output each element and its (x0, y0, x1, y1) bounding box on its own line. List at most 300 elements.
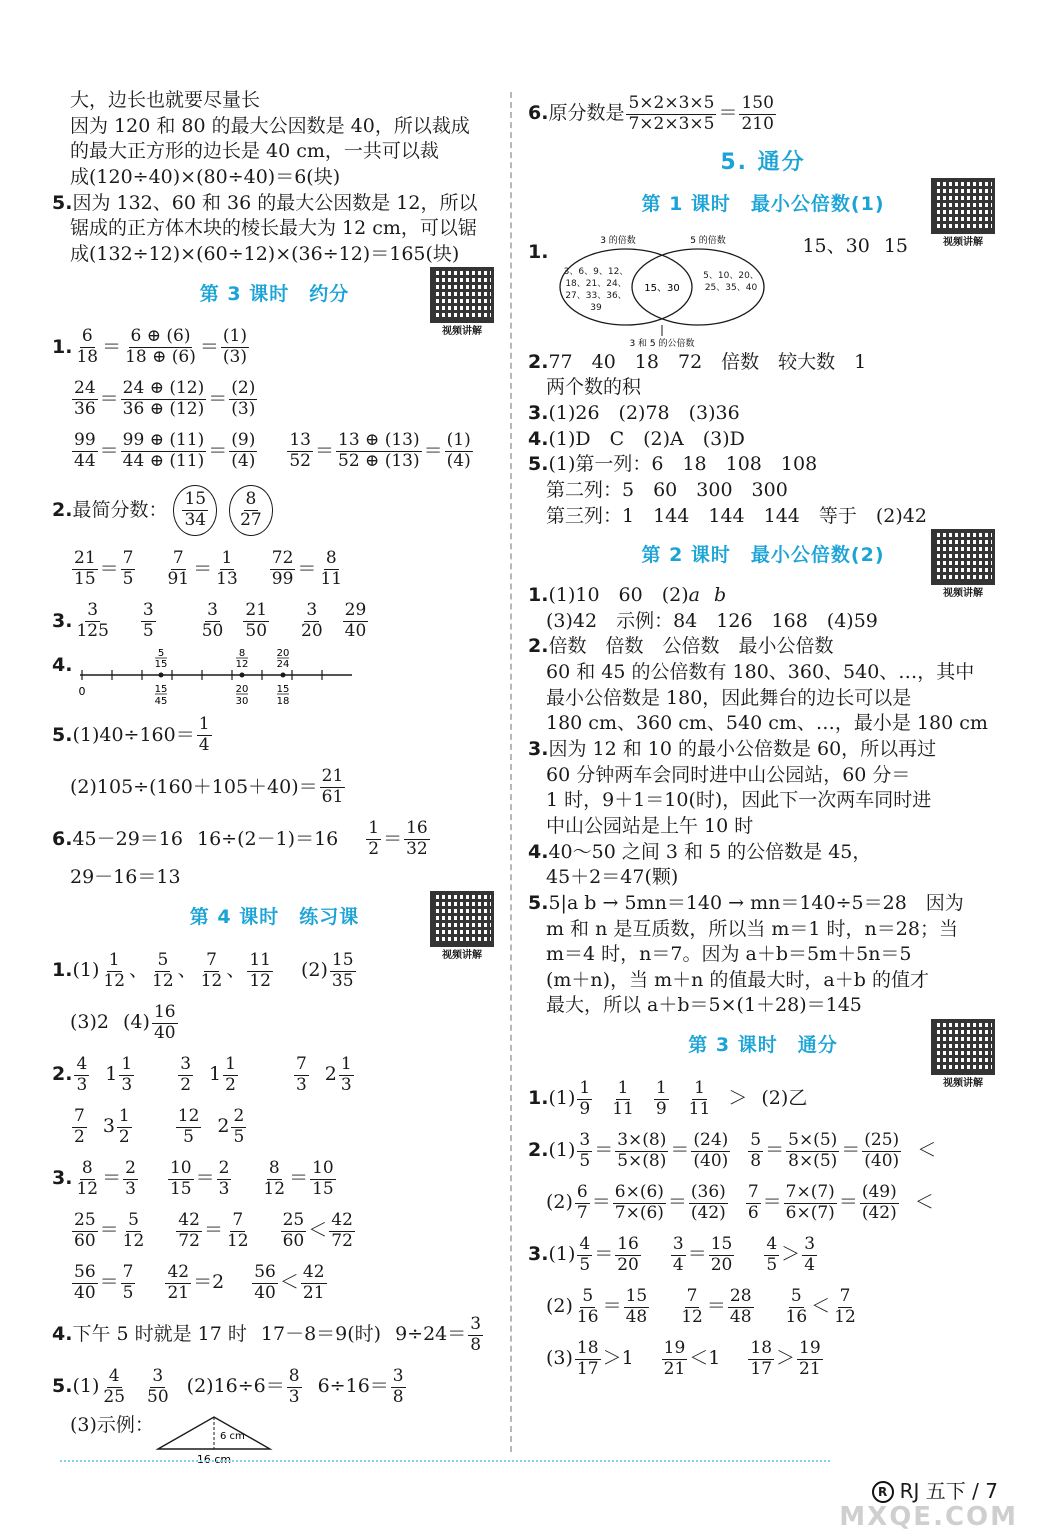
question-number: 3. (528, 738, 549, 761)
numerator: 3 (87, 600, 99, 621)
point-marker (281, 673, 286, 678)
answer-row (528, 1333, 998, 1385)
fraction (391, 1367, 406, 1407)
tick-label: 8 (239, 648, 246, 660)
numerator: 3×(8) (617, 1130, 667, 1151)
fraction (687, 1079, 713, 1119)
answer-text: 倍数 倍数 公倍数 最小公倍数 (548, 635, 834, 658)
numerator: 21 (245, 600, 268, 621)
fraction (145, 1367, 171, 1407)
denominator: (3) (222, 346, 247, 367)
answer-row (52, 1361, 497, 1413)
answer-text: 60 和 45 的公倍数有 180、360、540、…，其中 (546, 661, 975, 684)
numerator: 8 (325, 548, 337, 569)
answer-row (528, 232, 998, 350)
denominator: (42) (861, 1202, 897, 1223)
denominator: 20 (617, 1254, 639, 1275)
numerator: 3 (207, 600, 218, 621)
denominator: 2 (118, 1126, 130, 1147)
denominator: 40 (74, 1282, 96, 1303)
denominator: 8 (392, 1386, 404, 1407)
qr-caption: 视频讲解 (943, 1078, 983, 1090)
denominator: 5×(8) (617, 1150, 667, 1171)
answer-text: 第三列：1 144 144 144 等于 (2)42 (546, 504, 927, 527)
denominator: 12 (122, 1230, 145, 1251)
whole-part: 1 (105, 1063, 118, 1086)
qr-code[interactable] (928, 529, 998, 601)
denominator: 16 (785, 1306, 808, 1327)
fraction (72, 431, 98, 471)
fraction (101, 951, 127, 991)
denominator: 11 (688, 1098, 711, 1119)
numerator: 15 (625, 1286, 648, 1307)
fraction (739, 94, 775, 134)
fraction (662, 1339, 688, 1379)
denominator: 21 (167, 1282, 190, 1303)
numerator: 8 (288, 1366, 300, 1387)
qr-caption: 视频讲解 (442, 950, 482, 962)
denominator: 12 (226, 1230, 249, 1251)
lesson-number: 第 3 课时 (199, 282, 290, 305)
mixed-number (103, 1107, 134, 1147)
base-label: 16 cm (196, 1453, 232, 1466)
denominator: 91 (167, 568, 190, 589)
denominator: 17 (576, 1358, 599, 1379)
numerator: (9) (231, 430, 256, 451)
answer-text: 最简分数： (72, 498, 168, 521)
denominator: 25 (103, 1386, 126, 1407)
fraction (626, 94, 716, 134)
denominator: 20 (710, 1254, 733, 1275)
numerator: 99 ⊕ (11) (122, 430, 205, 451)
relation-sign: ＜ (279, 1271, 299, 1294)
denominator: (4) (446, 450, 471, 471)
denominator: 3 (218, 1178, 230, 1199)
fraction (74, 327, 100, 367)
answer-text: (1)40÷160＝ (72, 723, 195, 746)
intro-line: 大，边长也就要尽量长 (70, 89, 261, 111)
qr-code[interactable] (427, 891, 497, 963)
denominator: 32 (406, 838, 428, 859)
qr-image (430, 267, 494, 323)
denominator: 11 (612, 1098, 634, 1119)
denominator: 36 ⊕ (12) (122, 398, 205, 419)
denominator: 52 (289, 450, 311, 471)
intro-line: 的最大正方形的边长是 40 cm，一共可以裁 (70, 140, 439, 163)
numerator: 16 (153, 1002, 176, 1023)
fraction (764, 1235, 779, 1275)
denominator: 5 (766, 1254, 778, 1275)
column-divider (510, 92, 512, 1452)
numerator: 5 (582, 1286, 594, 1307)
answer-text: m＝4 时，n＝7。因为 a＋b＝5m＋5n＝5 (546, 943, 912, 966)
answer-text: 40～50 之间 3 和 5 的公倍数是 45， (548, 840, 872, 863)
denominator: 48 (729, 1306, 752, 1327)
numerator: 5 (750, 1130, 762, 1151)
numerator: 42 (178, 1210, 200, 1231)
answer-row (528, 350, 998, 376)
numerator: 2 (233, 1106, 245, 1127)
fraction (610, 1079, 636, 1119)
denominator: 72 (331, 1230, 353, 1251)
numerator: 5×(5) (788, 1130, 838, 1151)
question-number: 1. (528, 584, 549, 607)
denominator: 2 (74, 1126, 85, 1147)
answer-text: 因为 132、60 和 36 的最大公因数是 12，所以 (72, 191, 478, 214)
question-number: 4. (52, 654, 73, 677)
fraction (229, 379, 257, 419)
lesson-title: 最小公倍数(2) (750, 544, 885, 567)
denominator: 3 (125, 1178, 136, 1199)
numerator: 13 (289, 430, 311, 451)
numerator: 2 (218, 1158, 230, 1179)
question-number: 4. (528, 427, 549, 450)
denominator: 5 (142, 620, 154, 641)
mixed-number (325, 1055, 356, 1095)
denominator: 4 (672, 1254, 684, 1275)
question-number: 5. (52, 191, 73, 214)
fraction (197, 715, 212, 755)
fraction (860, 1183, 899, 1223)
question-number: 2. (528, 350, 549, 373)
answer-row: 6. 45－29＝16 16÷(2－1)＝16 $\frac{1}{2}$ ＝ $\frac{16}{32}$ (52, 818, 428, 859)
fraction (671, 1235, 686, 1275)
numerator: 7 (122, 1262, 134, 1283)
answer-text: (4) (123, 1011, 150, 1034)
point-marker (159, 673, 164, 678)
denominator: 21 (302, 1282, 325, 1303)
fraction (281, 1211, 307, 1251)
fraction (123, 327, 198, 367)
question-number: 5. (52, 1375, 73, 1398)
answer-text: (1)D C (2)A (3)D (548, 427, 745, 450)
denominator: 12 (263, 1178, 286, 1199)
fraction (299, 601, 325, 641)
answer-row (528, 427, 998, 453)
numerator: 3 (180, 1054, 192, 1075)
numerator: 1 (221, 548, 233, 569)
denominator: 13 (216, 568, 238, 589)
answer-text: 中山公园站是上午 10 时 (546, 814, 754, 837)
denominator: 8 (750, 1150, 762, 1171)
fraction (121, 431, 207, 471)
numerator: 5 (157, 950, 169, 971)
tick-label: 15 (155, 659, 168, 671)
fraction (261, 1159, 287, 1199)
numerator: (1) (222, 326, 247, 347)
numerator: 4 (76, 1054, 88, 1075)
fraction (252, 1263, 278, 1303)
relation-sign: ＜ (308, 1219, 328, 1242)
numerator: 25 (282, 1210, 305, 1231)
question-number: 1. (528, 1087, 549, 1110)
section-title: 5. 通分 (720, 150, 806, 175)
numerator: 3 (804, 1234, 816, 1255)
variable: a (688, 584, 700, 607)
denominator: 20 (301, 620, 323, 641)
numerator: 3 (152, 1366, 164, 1387)
denominator: 12 (681, 1306, 703, 1327)
numerator: 1 (225, 1054, 236, 1075)
numerator: 3 (392, 1366, 404, 1387)
relation-sign: ＜1 (689, 1347, 721, 1370)
numerator: 19 (663, 1338, 686, 1359)
numerator: 19 (799, 1338, 821, 1359)
question-number: 2. (52, 1063, 73, 1086)
numerator: (24) (693, 1130, 729, 1151)
denominator: 5 (579, 1150, 591, 1171)
mixed-number (217, 1107, 248, 1147)
qr-code[interactable] (928, 178, 998, 250)
numerator: 7 (122, 548, 134, 569)
denominator: (4) (231, 450, 256, 471)
fraction (577, 1131, 592, 1171)
relation-sign: ＜ (914, 1191, 934, 1214)
denominator: 3 (288, 1386, 300, 1407)
tick-label: 15 (155, 684, 168, 696)
lesson-number: 第 1 课时 (641, 192, 731, 215)
numerator: 1 (198, 714, 210, 735)
fraction (784, 1183, 837, 1223)
fraction (310, 1159, 336, 1199)
qr-caption: 视频讲解 (943, 236, 983, 248)
lesson-number: 第 3 课时 (688, 1034, 778, 1057)
denominator: 34 (184, 509, 207, 530)
whole-part: 2 (324, 1063, 337, 1086)
answer-text: 15 (883, 234, 908, 257)
qr-caption: 视频讲解 (943, 588, 983, 600)
fraction (294, 1055, 309, 1095)
answer-row: 1. $\frac{6}{18}$ ＝ $\frac{6 \oplus (6)}{18 \oplus (6)}$ ＝ $\frac{(1)}{(3)}$ (52, 326, 247, 367)
answer-row: $\frac{21}{15}$ ＝ $\frac{7}{5}$ $\frac{7}{91}$ ＝ $\frac{1}{13}$ $\frac{72}{99}$ ＝ $\frac{8}{11}$ (74, 548, 343, 589)
answer-row: 2. (1) $\frac{3}{5}$ ＝ $\frac{3\times(8)}{5\times(8)}$ ＝ $\frac{(24)}{(40)}$ $\frac{5}{8}$ ＝ $\frac{5\times(5)}{8\times(5)}$ ＝ $\frac{(25)}{(40)}$ ＜ (528, 1130, 937, 1171)
fraction (404, 819, 430, 859)
fraction (320, 767, 346, 807)
answer-text: (1) (72, 959, 100, 982)
denominator: 15 (169, 1178, 192, 1199)
denominator: 6×(7) (785, 1202, 835, 1223)
fraction (225, 1211, 251, 1251)
venn-left-items: 3、6、9、12、18、21、24、27、33、36、39 (564, 266, 629, 313)
whole-part: 2 (217, 1115, 230, 1138)
fraction (784, 1287, 810, 1327)
whole-part: 1 (209, 1063, 222, 1086)
fraction (176, 1211, 202, 1251)
numerator: 7 (232, 1210, 244, 1231)
numerator: (49) (861, 1182, 897, 1203)
fraction (746, 1183, 761, 1223)
answer-text: 下午 5 时就是 17 时 (72, 1323, 247, 1346)
fraction (613, 1183, 666, 1223)
answer-row (52, 1413, 497, 1465)
answer-row (528, 634, 998, 660)
answer-row (52, 595, 497, 647)
qr-image (931, 529, 995, 585)
numerator: 10 (312, 1158, 334, 1179)
numerator: 1 (118, 1106, 130, 1127)
question-number: 3. (52, 1167, 73, 1190)
denominator: 15 (74, 568, 96, 589)
numerator: 7×(7) (785, 1182, 835, 1203)
relation-sign: ＞1 (602, 1347, 634, 1370)
answer-text: (1) (548, 1243, 576, 1266)
numerator: 1 (694, 1078, 705, 1099)
answer-row (52, 647, 497, 709)
tick-label: 45 (155, 696, 168, 708)
fraction (615, 1131, 668, 1171)
relation-sign: ＞ (728, 1087, 748, 1110)
denominator: 15 (312, 1178, 334, 1199)
question-number: 6. (52, 827, 73, 850)
answer-text: (1) (548, 1139, 576, 1162)
question-number: 5. (528, 453, 549, 476)
denominator: 18 (76, 346, 99, 367)
fraction (577, 1235, 592, 1275)
answer-text: 1 时，9＋1＝10(时)，因此下一次两车同时进 (546, 789, 932, 812)
tick-label: 20 (236, 684, 249, 696)
answer-text: (1)26 (2)78 (3)36 (548, 401, 740, 424)
numerator: 3 (579, 1130, 591, 1151)
denominator: 50 (245, 620, 268, 641)
tick-label: 0 (78, 685, 86, 699)
fraction (123, 1159, 138, 1199)
qr-image (931, 1019, 995, 1075)
qr-code[interactable] (427, 267, 497, 339)
numerator: 8 (81, 1158, 93, 1179)
left-column (52, 88, 497, 1465)
fraction (689, 1183, 728, 1223)
denominator: 60 (282, 1230, 305, 1251)
numerator: 6 ⊕ (6) (130, 326, 191, 347)
fraction (301, 1263, 327, 1303)
lesson-number: 第 2 课时 (641, 544, 731, 567)
whole-part: 3 (102, 1115, 115, 1138)
numerator: 5 (790, 1286, 802, 1307)
denominator: 3 (340, 1074, 352, 1095)
relation-sign: ＝ (203, 1219, 223, 1242)
answer-text: 6÷16＝ (317, 1375, 389, 1398)
numerator: 7 (295, 1054, 307, 1075)
fraction (141, 601, 156, 641)
answer-text: 29－16＝13 (70, 866, 181, 889)
fraction (624, 1287, 650, 1327)
numerator: 24 (74, 378, 96, 399)
denominator: 72 (178, 1230, 200, 1251)
denominator: 36 (74, 398, 96, 419)
denominator: 11 (320, 568, 343, 589)
denominator: 21 (663, 1358, 686, 1379)
numerator: 1 (579, 1078, 591, 1099)
denominator: 12 (152, 970, 174, 991)
fraction (229, 431, 257, 471)
tick-label: 30 (236, 696, 249, 708)
point-marker (240, 673, 245, 678)
question-number: 1. (52, 959, 73, 982)
numerator: 28 (729, 1286, 752, 1307)
qr-code[interactable] (928, 1019, 998, 1091)
numerator: 3 (306, 600, 318, 621)
fraction (217, 1159, 232, 1199)
denominator: 50 (201, 620, 224, 641)
answer-row (52, 1049, 497, 1101)
answer-row (52, 1205, 497, 1257)
denominator: 8×(5) (788, 1150, 838, 1171)
question-number: 1. (528, 240, 549, 263)
fraction (615, 1235, 641, 1275)
denominator: 6 (747, 1202, 759, 1223)
denominator: 12 (834, 1306, 856, 1327)
numerator: 56 (74, 1262, 96, 1283)
numerator: 4 (108, 1366, 120, 1387)
fraction (709, 1235, 735, 1275)
numerator: 4 (766, 1234, 778, 1255)
answer-row (528, 737, 998, 763)
denominator: 40 (153, 1022, 176, 1043)
relation-sign: ＞ (781, 1243, 801, 1266)
numerator: 5×2×3×5 (628, 92, 715, 113)
denominator: 9 (579, 1098, 591, 1119)
answer-row: $\frac{24}{36}$ ＝ $\frac{24 \oplus (12)}{36 \oplus (12)}$ ＝ $\frac{(2)}{(3)}$ (74, 378, 256, 419)
qr-image (931, 178, 995, 234)
fraction (72, 379, 98, 419)
fraction (121, 1211, 147, 1251)
lesson-number: 第 4 课时 (189, 906, 280, 929)
watermark: MXQE.COM (839, 1502, 1018, 1532)
answer-text: (3)2 (70, 1011, 110, 1034)
qr-caption: 视频讲解 (442, 326, 482, 338)
fraction (243, 601, 269, 641)
numerator: 7 (686, 1286, 698, 1307)
fraction (74, 1159, 100, 1199)
numerator: (25) (864, 1130, 900, 1151)
question-number: 4. (528, 840, 549, 863)
fraction (165, 1263, 191, 1303)
answer-text: (1) (548, 1087, 576, 1110)
answer-text: 成(132÷12)×(60÷12)×(36÷12)＝165(块) (70, 242, 460, 265)
mixed-number (209, 1055, 240, 1095)
tick-label: 12 (236, 659, 249, 671)
numerator: 7 (172, 548, 184, 569)
numerator: 56 (254, 1262, 276, 1283)
tick-label: 20 (277, 648, 290, 660)
denominator: 5 (122, 1282, 134, 1303)
fraction (468, 1315, 483, 1355)
denominator: 4 (198, 734, 210, 755)
question-number: 6. (528, 102, 549, 125)
numerator: 4 (579, 1234, 591, 1255)
fraction (748, 1339, 774, 1379)
answer-text: 180 cm、360 cm、540 cm、…，最小是 180 cm (546, 712, 988, 735)
numerator: 21 (74, 548, 96, 569)
fraction (654, 1079, 669, 1119)
numerator: 2 (125, 1158, 136, 1179)
numerator: 8 (245, 489, 257, 510)
fraction (336, 431, 422, 471)
numerator: (1) (446, 430, 471, 451)
circled-fraction (229, 485, 273, 535)
fraction (121, 549, 136, 589)
answer-row: 3. (1) $\frac{4}{5}$ ＝ $\frac{16}{20}$ $\frac{3}{4}$ ＝ $\frac{15}{20}$ $\frac{4}{5}$ ＞ $\frac{3}{4}$ (528, 1234, 816, 1275)
denominator: 17 (750, 1358, 773, 1379)
answer-text: 15、30 (802, 234, 870, 257)
numerator: 1 (617, 1078, 629, 1099)
numerator: 13 ⊕ (13) (338, 430, 420, 451)
fraction (330, 951, 356, 991)
page-number: RJ 五下 / 7 (899, 1479, 998, 1503)
denominator: 61 (321, 786, 344, 807)
fraction (862, 1131, 901, 1171)
fraction (72, 1263, 98, 1303)
